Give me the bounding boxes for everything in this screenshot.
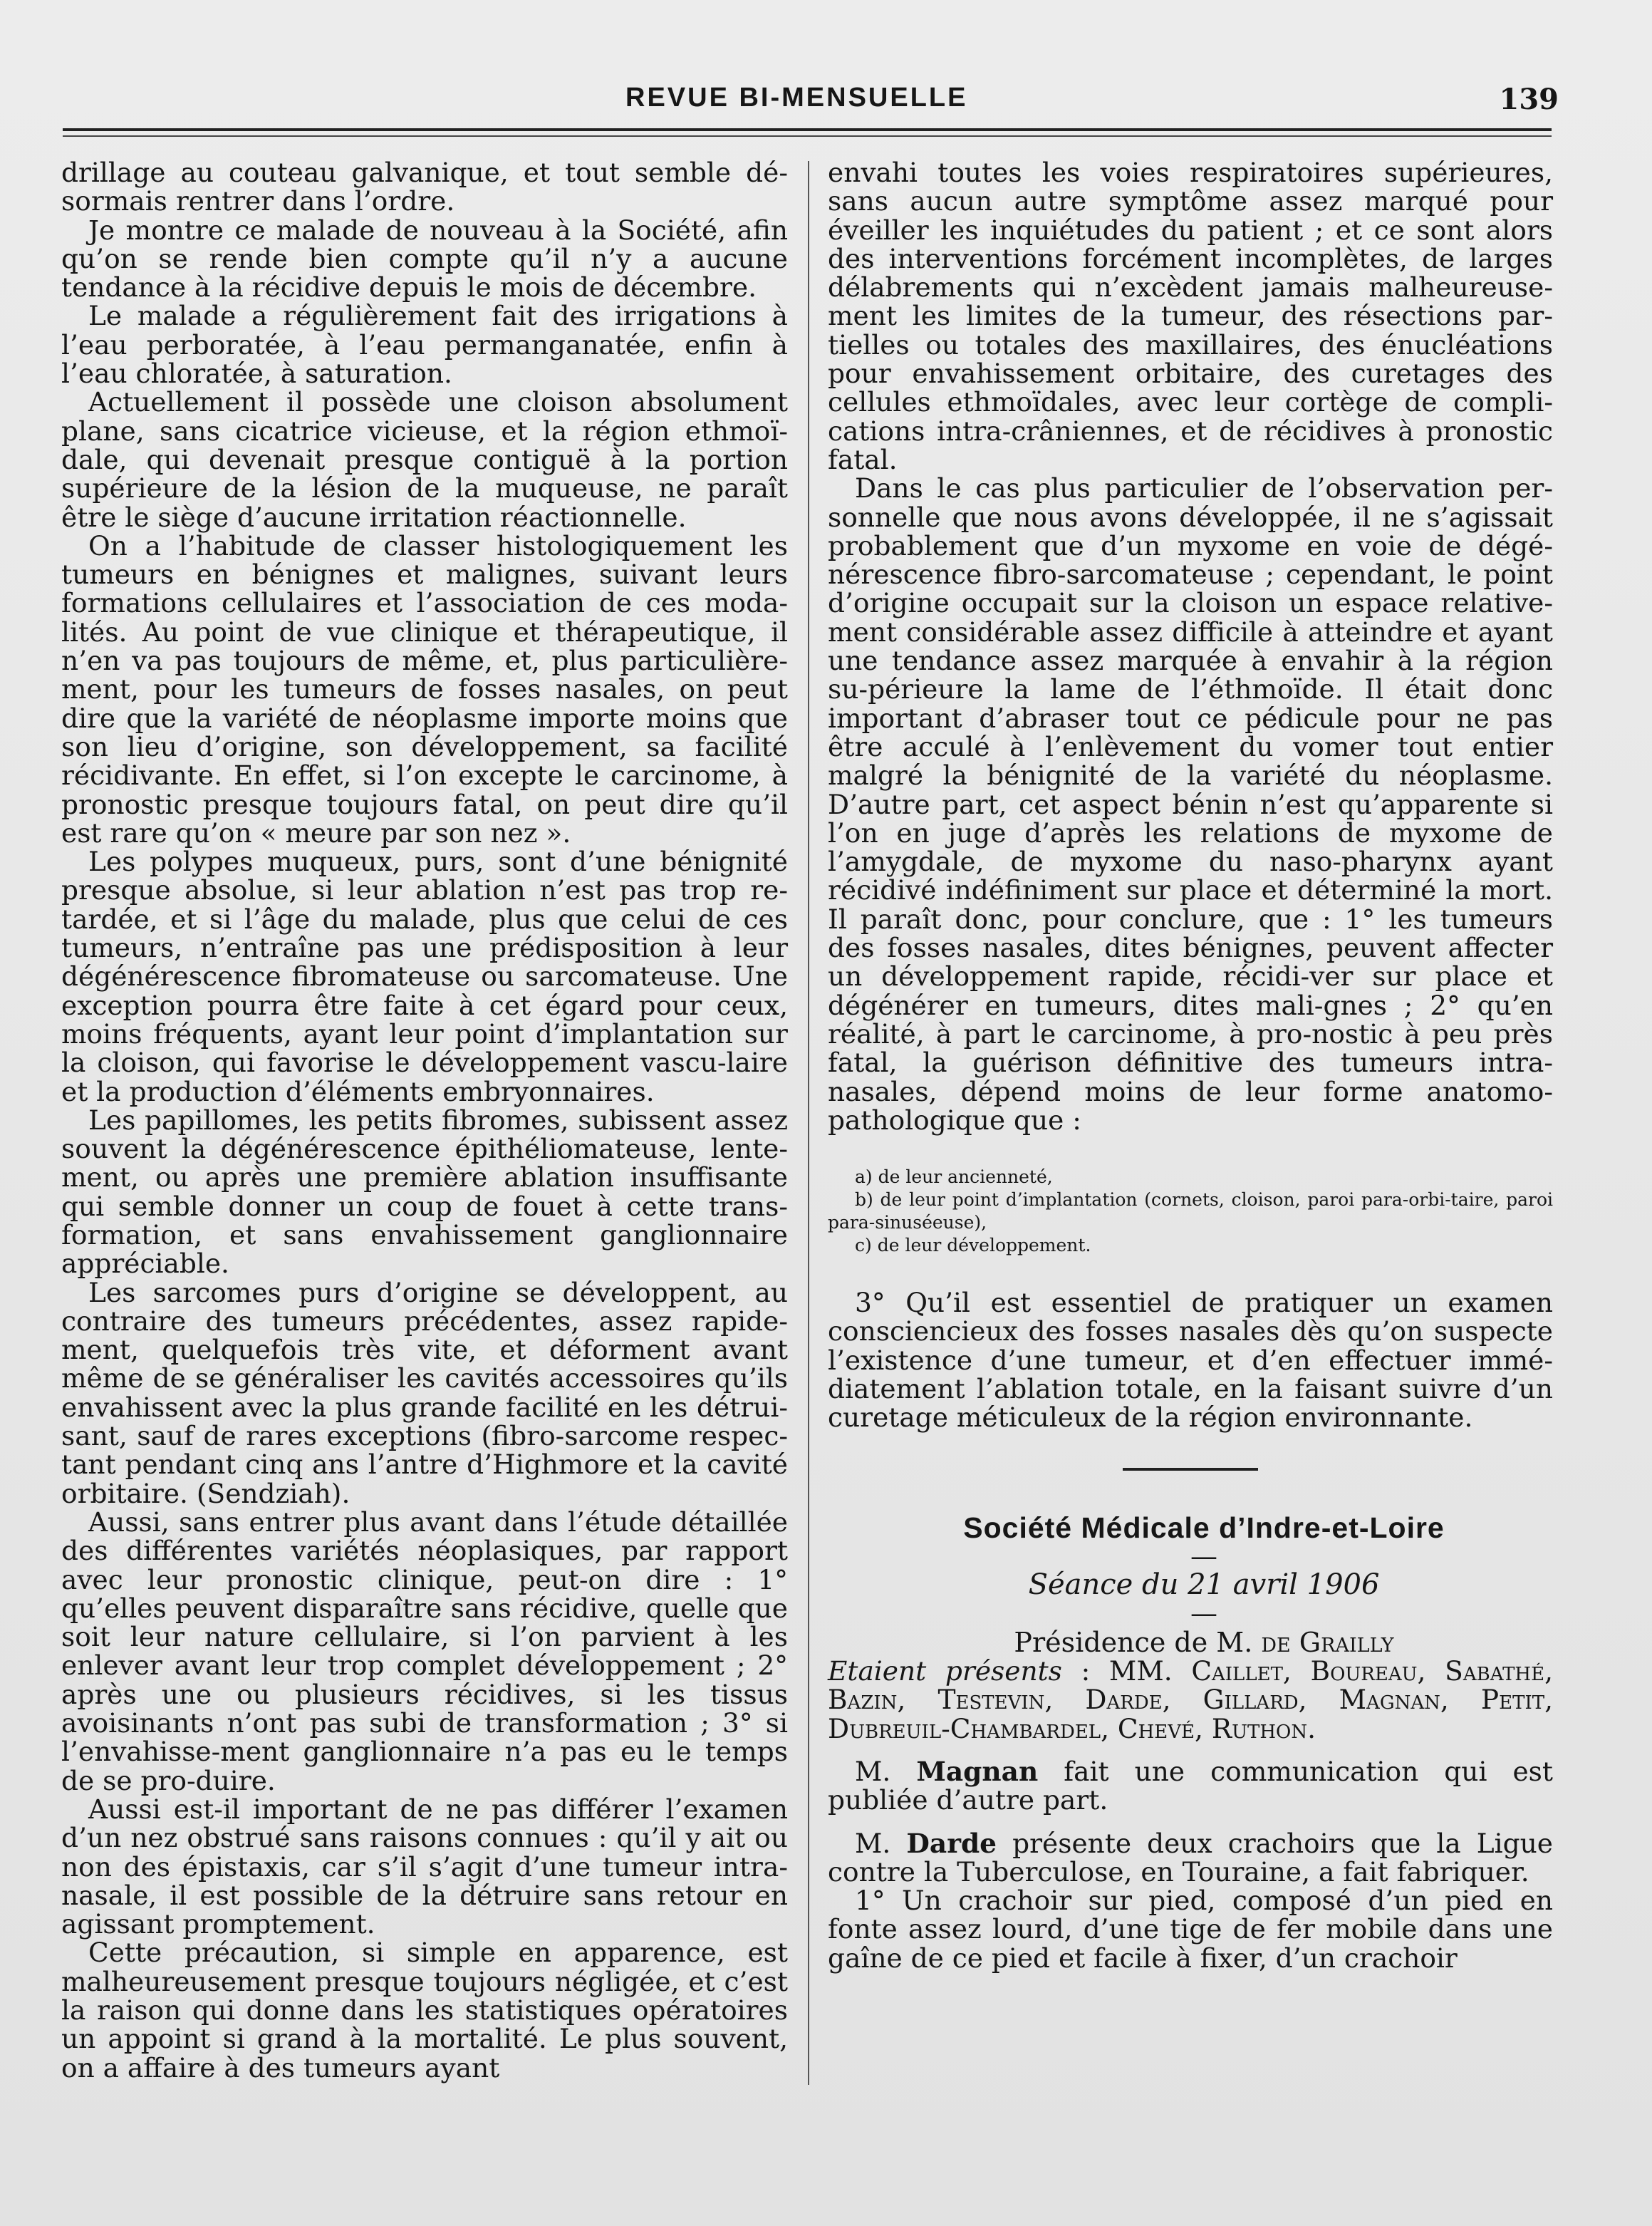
- title-dash: —: [1190, 1540, 1217, 1572]
- paragraph: Les papillomes, les petits fibromes, subissent assez souvent la dégénérescence épithéliomateuse, lente-ment, ou après une première ablation insuffisante qui semble donner un coup de fouet à cette trans-formation, et sans envahissement ganglionnaire appréciable.: [61, 1104, 788, 1280]
- paragraph: envahi toutes les voies respiratoires supérieures, sans aucun autre symptôme assez marqué pour éveiller les inquiétudes du patient ; et ce sont alors des interventions forcément incomplètes, de larges délabrements qui n’excèdent jamais malheureuse-ment les limites de la tumeur, des résections par-tielles ou totales des maxillaires, des énucléations pour envahissement orbitaire, des curetages des cellules ethmoïdales, avec leur cortège de compli-cations intra-crâniennes, et de récidives à pronostic fatal.: [828, 157, 1553, 475]
- society-title: Société Médicale d’Indre-et-Loire: [963, 1511, 1445, 1544]
- speaker-name: Darde: [906, 1827, 997, 1859]
- paragraph: 1° Un crachoir sur pied, composé d’un pied en fonte assez lourd, d’une tige de fer mobile dans une gaîne de ce pied et facile à fixer, d’un crachoir: [828, 1885, 1553, 1974]
- right-column: [828, 158, 1553, 1972]
- header-rule: [63, 128, 1552, 131]
- paragraph: drillage au couteau galvanique, et tout semble dé-sormais rentrer dans l’ordre.: [61, 157, 788, 217]
- paragraph-text: fait une communication qui est publiée d’autre part.: [828, 1755, 1553, 1816]
- paragraph: Aussi est-il important de ne pas différer l’examen d’un nez obstrué sans raisons connues : qu’il y ait ou non des épistaxis, car s’il s’agit d’une tumeur intra-nasale, il est possible de la détruire sans retour en agissant promptement.: [61, 1793, 788, 1940]
- note-item: a) de leur ancienneté,: [855, 1166, 1053, 1188]
- paragraph: [828, 1757, 1553, 1815]
- paragraph-text: présente deux crachoirs que la Ligue contre la Tuberculose, en Touraine, a fait fabriquer.: [828, 1827, 1553, 1888]
- paragraph-prefix: M.: [855, 1755, 917, 1787]
- speaker-name: Magnan: [916, 1755, 1039, 1787]
- page-number: 139: [1499, 83, 1559, 116]
- left-column: [61, 158, 788, 2082]
- paragraph: Les polypes muqueux, purs, sont d’une bénignité presque absolue, si leur ablation n’est pas trop re-tardée, et si l’âge du malade, plus que celui de ces tumeurs, n’entraîne pas une prédisposition à leur dégénérescence fibromateuse ou sarcomateuse. Une exception pourra être faite à cet égard pour ceux, moins fréquents, ayant leur point d’implantation sur la cloison, qui favorise le développement vascu-laire et la production d’éléments embryonnaires.: [61, 846, 788, 1107]
- presidency-line: [828, 1628, 1553, 1657]
- enumeration-notes: [828, 1166, 1553, 1257]
- paragraph: Aussi, sans entrer plus avant dans l’étude détaillée des différentes variétés néoplasiques, par rapport avec leur pronostic clinique, peut-on dire : 1° qu’elles peuvent disparaître sans récidive, quelle que soit leur nature cellulaire, si l’on parvient à les enlever avant leur trop complet développement ; 2° après une ou plusieurs récidives, si les tissus avoisinants n’ont pas subi de transformation ; 3° si l’envahisse-ment ganglionnaire n’a pas eu le temps de se pro-duire.: [61, 1506, 788, 1796]
- paragraph: [828, 1829, 1553, 1887]
- header-rule-thin: [63, 135, 1552, 137]
- session-date: Séance du 21 avril 1906: [1028, 1568, 1380, 1602]
- paragraph-prefix: M.: [855, 1827, 907, 1859]
- paragraph: Cette précaution, si simple en apparence, est malheureusement presque toujours négligée, et c’est la raison qui donne dans les statistiques opératoires un appoint si grand à la mortalité. Le plus souvent, on a affaire à des tumeurs ayant: [61, 1937, 788, 2083]
- paragraph: Je montre ce malade de nouveau à la Société, afin qu’on se rende bien compte qu’il n’y a aucune tendance à la récidive depuis le mois de décembre.: [61, 214, 788, 304]
- paragraph: On a l’habitude de classer histologiquement les tumeurs en bénignes et malignes, suivant leurs formations cellulaires et l’association de ces moda-lités. Au point de vue clinique et thérapeutique, il n’en va pas toujours de même, et, plus particulière-ment, pour les tumeurs de fosses nasales, on peut dire que la variété de néoplasme importe moins que son lieu d’origine, son développement, sa facilité récidivante. En effet, si l’on excepte le carcinome, à pronostic presque toujours fatal, on peut dire qu’il est rare qu’on « meure par son nez ».: [61, 529, 788, 849]
- paragraph: Les sarcomes purs d’origine se développent, au contraire des tumeurs précédentes, assez rapide-ment, quelquefois très vite, et déforment avant même de se généraliser les cavités accessoires qu’ils envahissent avec la plus grande facilité en les détrui-sant, sauf de rares exceptions (fibro-sarcome respec-tant pendant cinq ans l’antre d’Highmore et la cavité orbitaire. (Sendziah).: [61, 1276, 788, 1509]
- president-name: de Grailly: [1261, 1626, 1394, 1658]
- paragraph: Le malade a régulièrement fait des irrigations à l’eau perboratée, à l’eau permanganatée, enfin à l’eau chloratée, à saturation.: [61, 300, 788, 390]
- presidency-prefix: Présidence de M.: [1014, 1626, 1262, 1658]
- paragraph: Actuellement il possède une cloison absolument plane, sans cicatrice vicieuse, et la région ethmoï-dale, qui devenait presque contiguë à la portion supérieure de la lésion de la muqueuse, ne paraît être le siège d’aucune irritation réactionnelle.: [61, 386, 788, 533]
- attendees: [828, 1657, 1553, 1743]
- note-item: b) de leur point d’implantation (cornets, cloison, paroi para-orbi-taire, paroi para-sinuséeuse),: [828, 1189, 1553, 1233]
- attendees-label: Etaient présents: [828, 1655, 1062, 1687]
- paragraph: 3° Qu’il est essentiel de pratiquer un examen consciencieux des fosses nasales dès qu’on suspecte l’existence d’une tumeur, et d’en effectuer immé-diatement l’ablation totale, en la faisant suivre d’un curetage méticuleux de la région environnante.: [828, 1287, 1553, 1434]
- section-separator: [1123, 1468, 1258, 1471]
- note-item: c) de leur développement.: [855, 1235, 1091, 1256]
- paragraph: Dans le cas plus particulier de l’observation per-sonnelle que nous avons développée, il ne s’agissait probablement que d’un myxome en voie de dégé-nérescence fibro-sarcomateuse ; cependant, le point d’origine occupait sur la cloison un espace relative-ment considérable assez difficile à atteindre et ayant une tendance assez marquée à envahir à la région su-périeure la lame de l’éthmoïde. Il était donc important d’abraser tout ce pédicule pour ne pas être acculé à l’enlèvement du vomer tout entier malgré la bénignité de la variété du néoplasme. D’autre part, cet aspect bénin n’est qu’apparente si l’on en juge d’après les relations de myxome de l’amygdale, de myxome du naso-pharynx ayant récidivé indéfiniment sur place et déterminé la mort. Il paraît donc, pour conclure, que : 1° les tumeurs des fosses nasales, dites bénignes, peuvent affecter un développement rapide, récidi-ver sur place et dégénérer en tumeurs, dites mali-gnes ; 2° qu’en réalité, à part le carcinome, à pro-nostic à peu près fatal, la guérison définitive des tumeurs intra-nasales, dépend moins de leur forme anatomo-pathologique que :: [828, 472, 1553, 1136]
- attendees-names: : MM. Caillet, Boureau, Sabathé, Bazin, Testevin, Darde, Gillard, Magnan, Petit, Dubreuil-Chambardel, Chevé, Ruthon.: [828, 1655, 1553, 1744]
- page-header: [63, 77, 1559, 120]
- running-title: REVUE BI-MENSUELLE: [625, 83, 968, 113]
- session-dash: —: [1190, 1598, 1217, 1630]
- column-divider: [808, 161, 809, 2085]
